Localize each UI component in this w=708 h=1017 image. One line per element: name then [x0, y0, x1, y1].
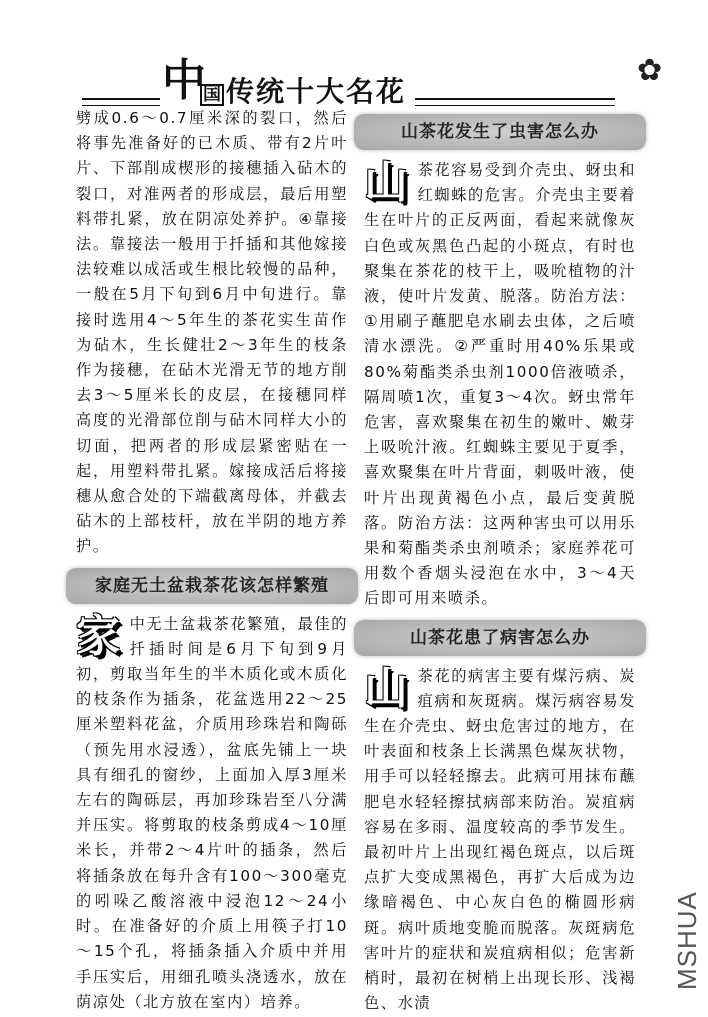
section-heading: 家庭无土盆栽茶花该怎样繁殖 — [66, 568, 358, 604]
dropcap: 山 — [364, 662, 410, 714]
header-title: 传统十大名花 — [226, 75, 407, 108]
dropcap: 山 — [364, 157, 410, 208]
header-title-boxed-char: 国 — [200, 84, 224, 106]
header-rule-left — [82, 98, 160, 106]
watermark: MSHUA — [672, 891, 702, 990]
section-heading: 山茶花发生了虫害怎么办 — [354, 114, 646, 150]
right-column — [364, 106, 636, 1017]
section-body — [76, 612, 348, 1015]
page-header — [80, 53, 663, 110]
section-body — [364, 158, 636, 612]
section-body-text: 茶花的病害主要有煤污病、炭疽病和灰斑病。煤污病容易发生在介壳虫、蚜虫危害过的地方，在叶表面和枝条上长满黑色煤灰状物，用手可以轻轻擦去。此病可用抹布蘸肥皂水轻轻擦拭病部来防治。炭疽病容易在多雨、温度较高的季节发生。最初叶片上出现红褐色斑点，以后斑点扩大变成黑褐色，再扩大后成为边缘暗褐色、中心灰白色的椭圆形病斑。病叶质地变脆而脱落。灰斑病危害叶片的症状和炭疽病相似；危害新梢时，最初在树梢上出现长形、浅褐色、水渍 — [364, 666, 636, 1013]
continued-paragraph: 劈成0.6～0.7厘米深的裂口，然后将事先准备好的已木质、带有2片叶片、下部削成楔形的接穗插入砧木的裂口，对准两者的形成层，最后用塑料带扎紧，放在阴凉处养护。④靠接法。靠接法一般用于扦插和其他嫁接法较难以成活或生根比较慢的品种，一般在5月下旬到6月中旬进行。靠接时选用4～5年生的茶花实生苗作为砧木，生长健壮2～3年生的枝条作为接穗，在砧木光滑无节的地方削去3～5厘米长的皮层，在接穗同样高度的光滑部位削与砧木同样大小的切面，把两者的形成层紧密贴在一起，用塑料带扎紧。嫁接成活后将接穗从愈合处的下端截离母体，并截去砧木的上部枝杆，放在半阴的地方养护。 — [76, 109, 348, 556]
section-heading: 山茶花患了病害怎么办 — [354, 620, 646, 656]
section-body-text: 中无土盆栽茶花繁殖，最佳的扦插时间是6月下旬到9月初，剪取当年生的半木质化或木质化的枝条作为插条，花盆选用22～25厘米塑料花盆，介质用珍珠岩和陶砾（预先用水浸透），盆底先铺上一块具有细孔的窗纱，上面加入厚3厘米左右的陶砾层，再加珍珠岩至八分满并压实。将剪取的枝条剪成4～10厘米长，并带2～4片叶的插条，然后将插条放在每升含有100～300毫克的吲哚乙酸溶液中浸泡12～24小时。在准备好的介质上用筷子打10～15个孔，将插条插入介质中并用手压实后，用细孔喷头浇透水，放在荫凉处（北方放在室内）培养。 — [76, 614, 348, 1011]
flower-ornament-icon: ✿ — [637, 53, 663, 88]
header-title-big-char: 中 — [162, 55, 204, 106]
section-body — [364, 664, 636, 1017]
left-column — [76, 106, 348, 1015]
dropcap: 家 — [76, 610, 122, 662]
header-rule-right — [415, 98, 615, 106]
section-body-text: 茶花容易受到介壳虫、蚜虫和红蜘蛛的危害。介壳虫主要着生在叶片的正反两面，看起来就像灰白色或灰黑色凸起的小斑点，有时也聚集在茶花的枝干上，吸吮植物的汁液，使叶片发黄、脱落。防治方法：①用刷子蘸肥皂水刷去虫体，之后喷清水漂洗。②严重时用40%乐果或80%菊酯类杀虫剂1000倍液喷杀，隔周喷1次，重复3～4次。蚜虫常年危害，喜欢聚集在初生的嫩叶、嫩芽上吸吮汁液。红蜘蛛主要见于夏季，喜欢聚集在叶片背面，刺吸叶液，使叶片出现黄褐色小点，最后变黄脱落。防治方法：这两种害虫可以用乐果和菊酯类杀虫剂喷杀；家庭养花可用数个香烟头浸泡在水中，3～4天后即可用来喷杀。 — [364, 161, 636, 608]
